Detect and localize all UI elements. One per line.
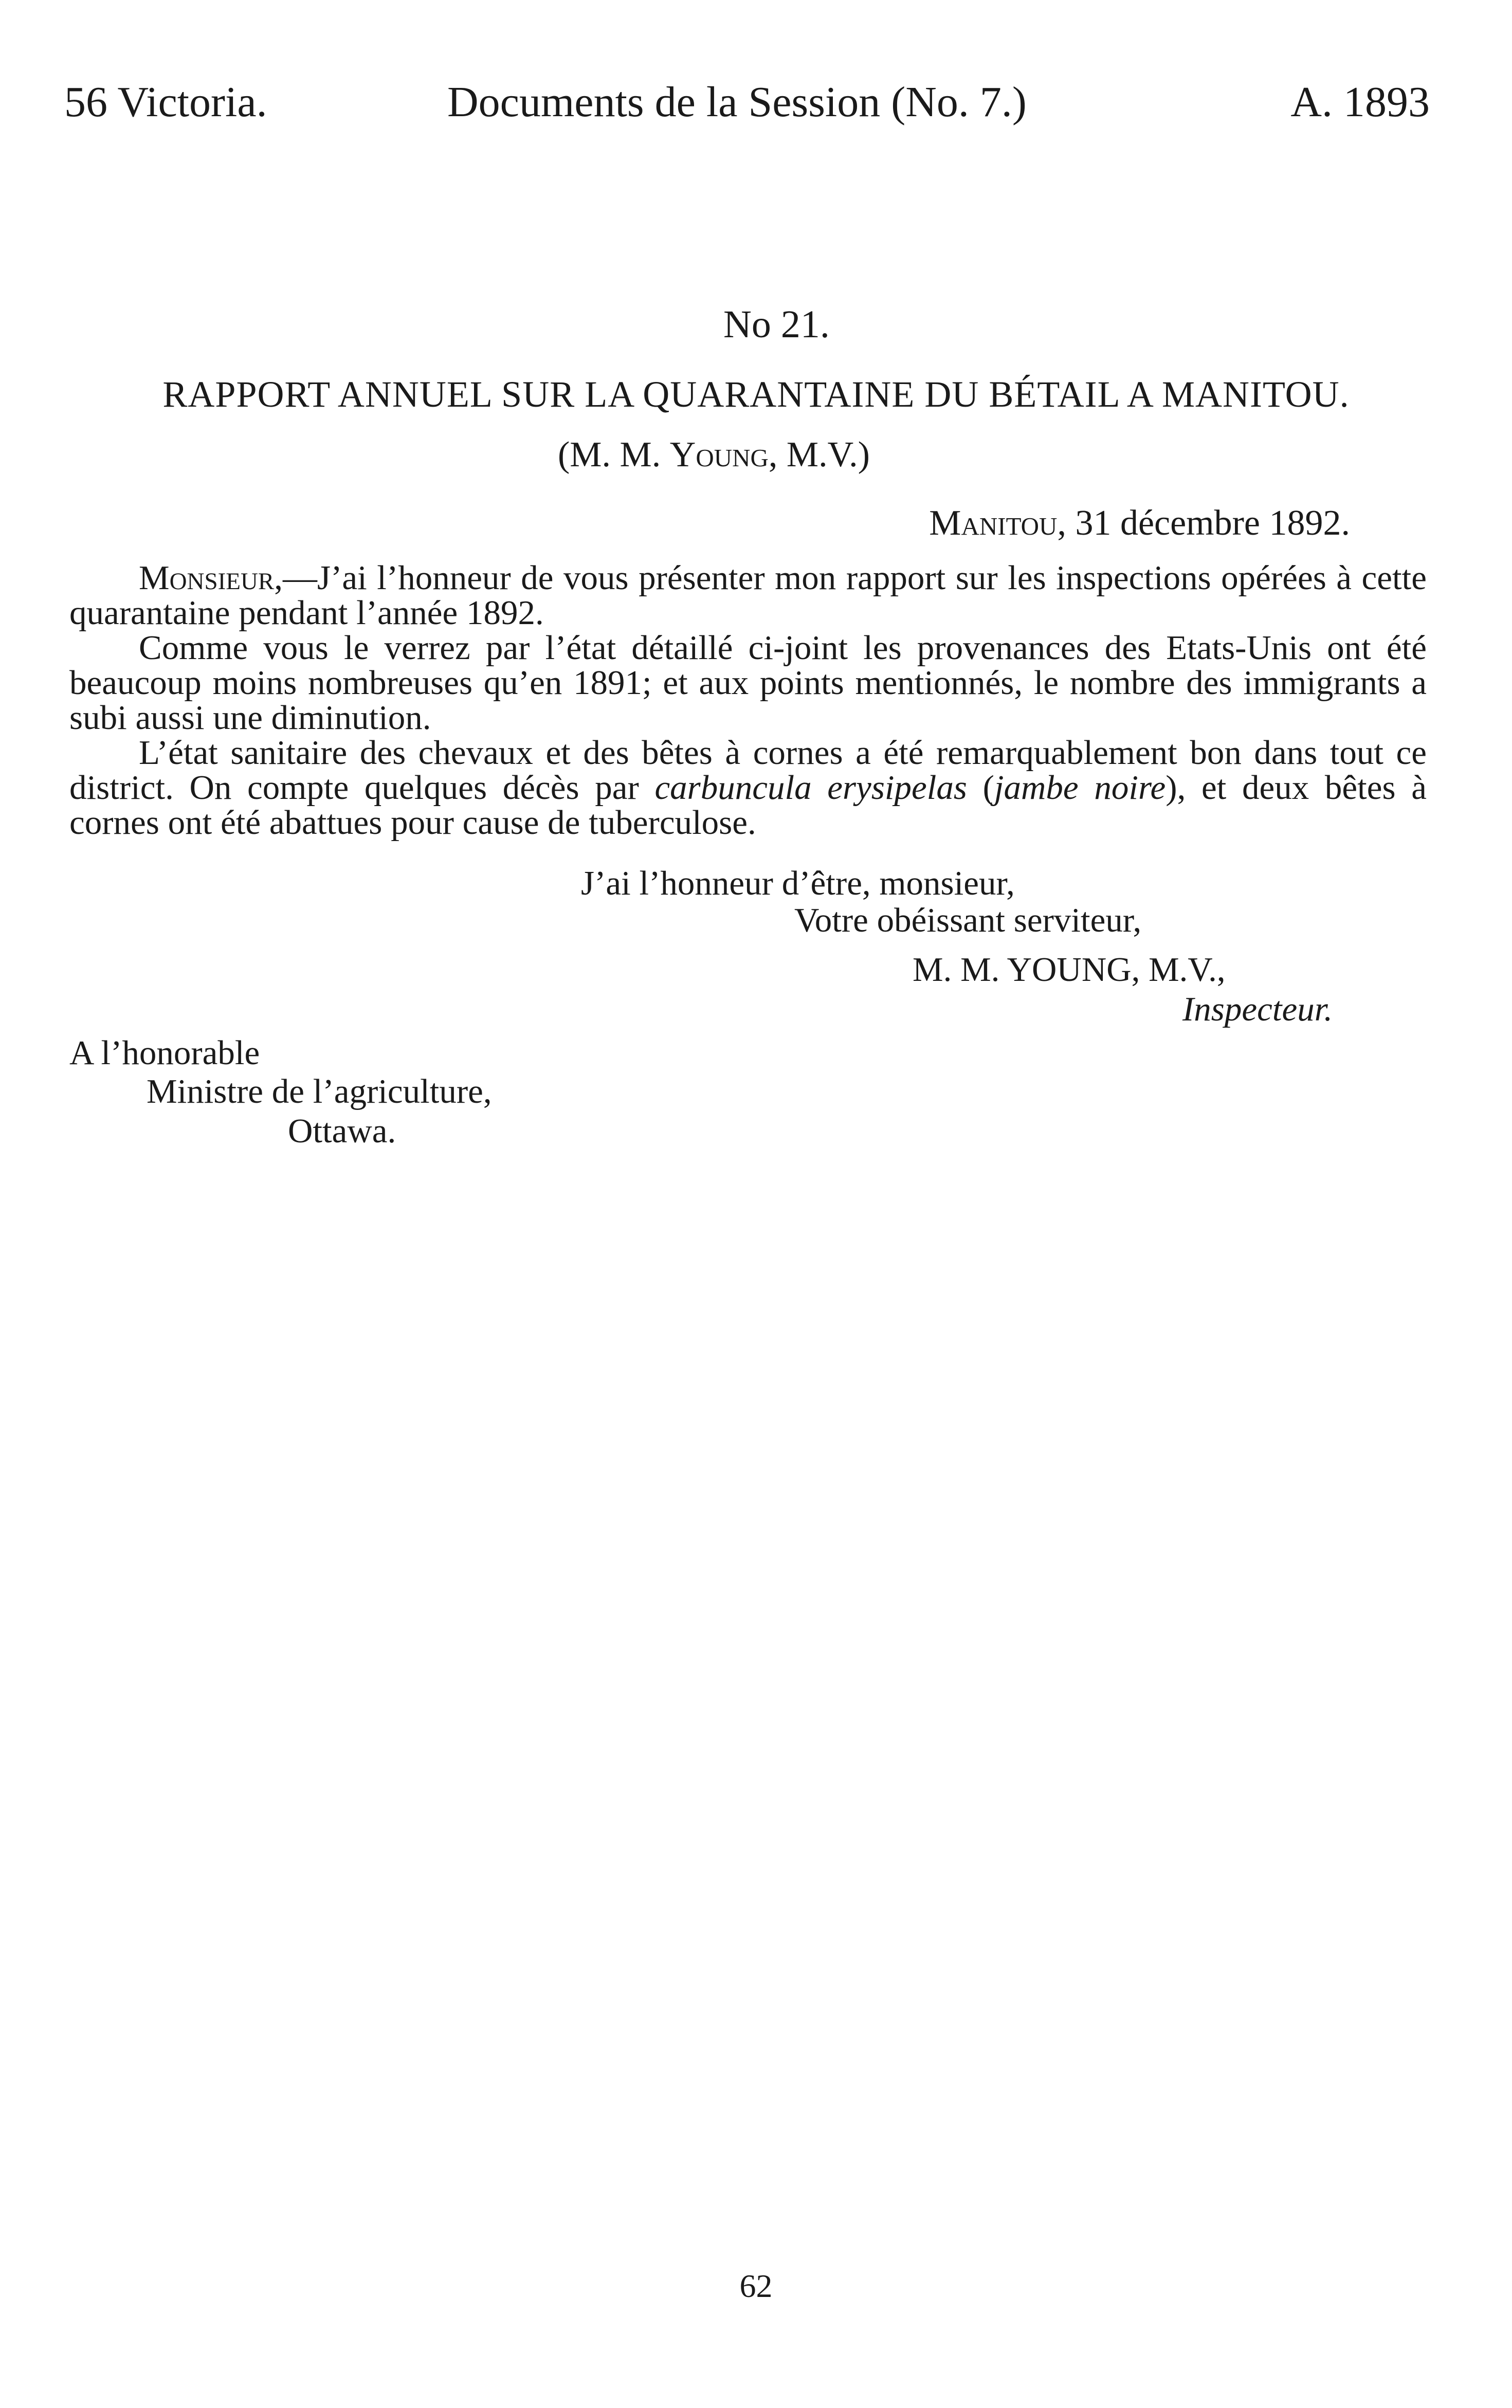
signature: M. M. YOUNG, M.V.,: [913, 951, 1226, 989]
header-volume: 56 Victoria.: [64, 78, 267, 126]
paragraph-3-end: ), et deux bêtes à cornes ont été abattues pour cause de tuberculose.: [69, 769, 1427, 842]
paragraph-1: [69, 560, 1427, 630]
report-number: No 21.: [723, 303, 830, 346]
report-author: [558, 434, 870, 476]
paragraph-2: Comme vous le verrez par l’état détaillé ci-joint les provenances des Etats-Unis ont été beaucoup moins nombreuses qu’en 1891; et aux points mentionnés, le nombre des immigrants a subi aussi une diminution.: [69, 629, 1427, 737]
paragraph-1-text: ,—J’ai l’honneur de vous présenter mon rapport sur les inspections opérées à cette quarantaine pendant l’année 1892.: [69, 559, 1427, 632]
disease-common-name: jambe noire: [994, 769, 1166, 807]
page-number: 62: [739, 2268, 773, 2304]
dateline-date: , 31 décembre 1892.: [1057, 503, 1350, 543]
disease-name: carbuncula erysipelas: [654, 769, 967, 807]
author-name: Young: [669, 435, 769, 475]
paragraph-3-start: L’état sanitaire des chevaux et des bêtes à cornes a été remarquablement bon dans tout ce district. On compte quelques décès par: [69, 734, 1427, 807]
letter-body: [69, 560, 1427, 840]
running-header: [64, 77, 1430, 134]
report-title: RAPPORT ANNUEL SUR LA QUARANTAINE DU BÉTAIL A MANITOU.: [162, 374, 1350, 415]
addressee-line-2: Ministre de l’agriculture,: [147, 1072, 492, 1110]
closing-line-1: J’ai l’honneur d’être, monsieur,: [581, 864, 1015, 902]
addressee-line-1: A l’honorable: [69, 1034, 260, 1072]
salutation: Monsieur: [139, 559, 275, 597]
author-prefix: (M. M.: [558, 435, 670, 475]
closing-line-2: Votre obéissant serviteur,: [794, 901, 1142, 939]
dateline: [929, 503, 1350, 544]
author-suffix: , M.V.): [768, 435, 870, 475]
dateline-place: Manitou: [929, 503, 1058, 543]
paragraph-3: [69, 735, 1427, 840]
addressee-line-3: Ottawa.: [288, 1112, 396, 1150]
paragraph-3-mid: (: [967, 769, 994, 807]
header-collection: Documents de la Session (No. 7.): [447, 78, 1027, 126]
signer-title: Inspecteur.: [1182, 990, 1333, 1028]
header-year: A. 1893: [1290, 78, 1430, 126]
